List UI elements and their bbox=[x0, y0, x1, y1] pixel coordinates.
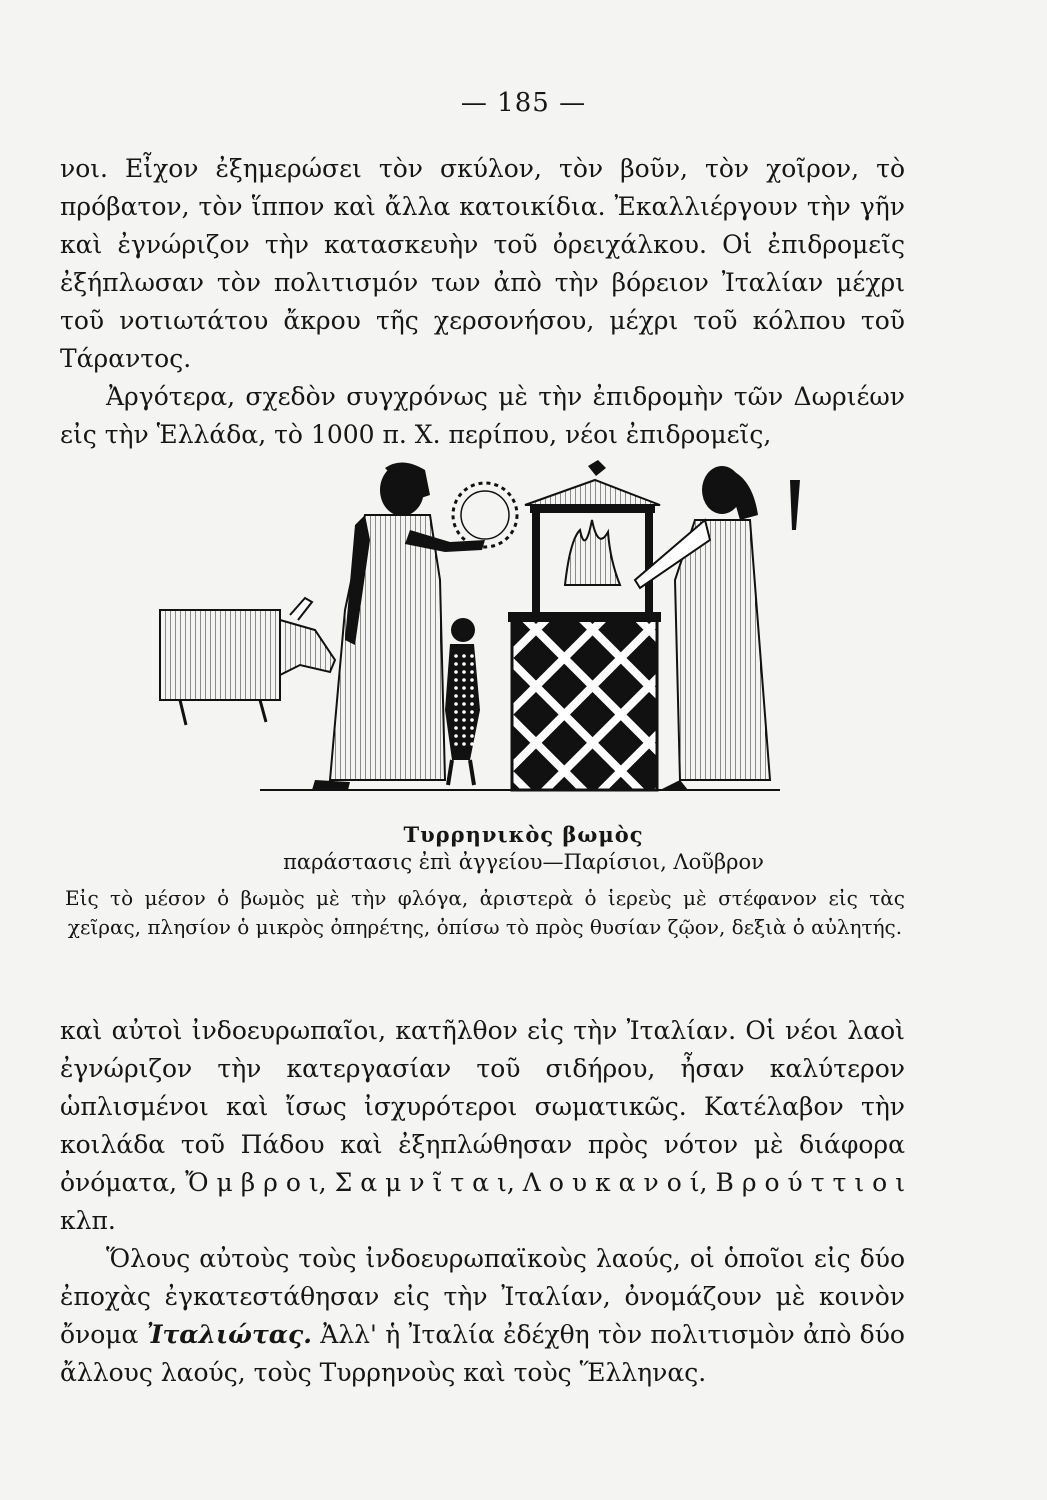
top-paragraph-1: νοι. Εἶχον ἐξημερώσει τὸν σκύλον, τὸν βοῦν, τὸν χοῖρον, τὸ πρόβατον, τὸν ἵππον καὶ ἄλλα κατοικίδια. Ἐκαλλιέργουν τὴν γῆν καὶ ἐγνώριζον τὴν κατασκευὴν τοῦ ὀρειχάλκου. Οἱ ἐπιδρομεῖς ἐξήπλωσαν τὸν πολιτισμόν των ἀπὸ τὴν βόρειον Ἰταλίαν μέχρι τοῦ νοτιωτάτου ἄκρου τῆς χερσονήσου, μέχρι τοῦ κόλπου τοῦ Τάραντος. bbox=[60, 154, 905, 373]
bottom-paragraph-1: καὶ αὐτοὶ ἰνδοευρωπαῖοι, κατῆλθον εἰς τὴν Ἰταλίαν. Οἱ νέοι λαοὶ ἐγνώριζον τὴν κατεργασίαν τοῦ σιδήρου, ἦσαν καλύτερον ὡπλισμένοι καὶ ἴσως ἰσχυρότεροι σωματικῶς. Κατέλαβον τὴν κοιλάδα τοῦ Πάδου καὶ ἐξηπλώθησαν πρὸς νότον μὲ διάφορα ὀνόματα, Ὄ μ β ρ ο ι, Σ α μ ν ῖ τ α ι, Λ ο υ κ α ν ο ί, Β ρ ο ύ τ τ ι ο ι κλπ. bbox=[60, 1016, 905, 1235]
bottom-text-block bbox=[60, 1012, 905, 1392]
bottom-paragraph-2-end: Ἀλλ' ἡ Ἰταλία ἐδέχθη τὸν πολιτισμὸν ἀπὸ δύο ἄλλους λαούς, τοὺς Τυρρηνοὺς καὶ τοὺς Ἕλληνας. bbox=[60, 1320, 905, 1387]
figure-title: Τυρρηνικὸς βωμὸς bbox=[403, 822, 644, 847]
altar-figure bbox=[508, 460, 661, 790]
figure-description: Εἰς τὸ μέσον ὁ βωμὸς μὲ τὴν φλόγα, ἀριστερὰ ὁ ἱερεὺς μὲ στέφανον εἰς τὰς χεῖρας, πλησίον ὁ μικρὸς ὀπηρέτης, ὀπίσω τὸ πρὸς θυσίαν ζῷον, δεξιὰ ὁ αὐλητής. bbox=[65, 886, 905, 939]
priest-figure bbox=[312, 462, 517, 790]
bottom-paragraph-2-start: Ὅλους αὐτοὺς τοὺς ἰνδοευρωπαϊκοὺς λαούς, οἱ ὁποῖοι εἰς δύο ἐποχὰς ἐγκατεστάθησαν εἰς τὴν Ἰταλίαν, ὀνομάζουν μὲ κοινὸν ὄνομα bbox=[60, 1244, 905, 1349]
flute-player-figure bbox=[635, 466, 800, 790]
top-paragraph-2: Ἀργότερα, σχεδὸν συγχρόνως μὲ τὴν ἐπιδρομὴν τῶν Δωριέων εἰς τὴν Ἑλλάδα, τὸ 1000 π. Χ. περίπου, νέοι ἐπιδρομεῖς, bbox=[60, 382, 905, 449]
figure-subtitle: παράστασις ἐπὶ ἀγγείου—Παρίσιοι, Λοῦβρον bbox=[283, 850, 764, 874]
altar-vase-illustration bbox=[140, 460, 800, 810]
page-number: — 185 — bbox=[460, 88, 587, 118]
bull-figure bbox=[160, 598, 335, 725]
servant-figure bbox=[445, 618, 480, 785]
bottom-paragraph-2 bbox=[60, 1240, 905, 1392]
italiotas-term: Ἰταλιώτας. bbox=[146, 1320, 312, 1349]
top-text-block bbox=[60, 150, 905, 454]
